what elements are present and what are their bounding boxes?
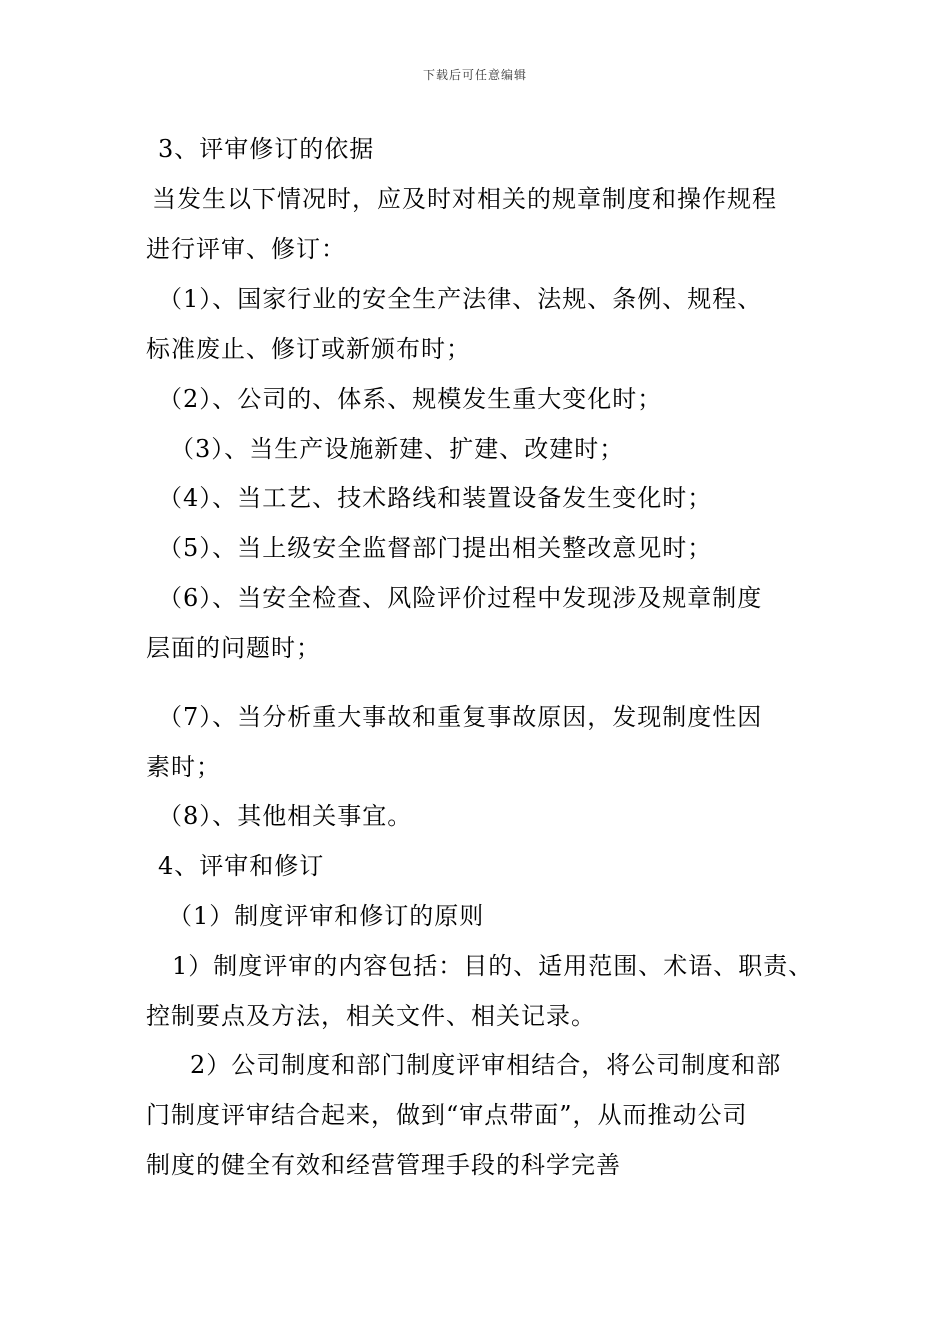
paragraph-line: 进行评审、修订：	[146, 235, 346, 263]
paragraph-line: 2）公司制度和部门制度评审相结合，将公司制度和部	[190, 1051, 782, 1079]
paragraph-line: 门制度评审结合起来，做到“审点带面”，从而推动公司	[146, 1101, 748, 1129]
section-heading: 3、评审修订的依据	[158, 135, 375, 163]
paragraph-line: 制度的健全有效和经营管理手段的科学完善	[146, 1151, 621, 1179]
list-item: （8）、其他相关事宜。	[158, 802, 413, 830]
list-item: （5）、当上级安全监督部门提出相关整改意见时；	[158, 534, 713, 562]
list-item: （3）、当生产设施新建、扩建、改建时；	[170, 435, 625, 463]
list-item-continuation: 层面的问题时；	[146, 634, 321, 662]
list-item: （2）、公司的、体系、规模发生重大变化时；	[158, 385, 663, 413]
subsection-heading: （1）制度评审和修订的原则	[168, 902, 485, 930]
list-item-continuation: 素时；	[146, 753, 221, 781]
list-item-continuation: 标准废止、修订或新颁布时；	[146, 335, 471, 363]
list-item: （1）、国家行业的安全生产法律、法规、条例、规程、	[158, 285, 763, 313]
list-item: （4）、当工艺、技术路线和装置设备发生变化时；	[158, 484, 713, 512]
list-item: （6）、当安全检查、风险评价过程中发现涉及规章制度	[158, 584, 763, 612]
paragraph-line: 控制要点及方法，相关文件、相关记录。	[146, 1002, 596, 1030]
paragraph-line: 当发生以下情况时，应及时对相关的规章制度和操作规程	[152, 185, 777, 213]
section-heading: 4、评审和修订	[158, 852, 325, 880]
paragraph-line: 1）制度评审的内容包括：目的、适用范围、术语、职责、	[172, 952, 814, 980]
list-item: （7）、当分析重大事故和重复事故原因，发现制度性因	[158, 703, 763, 731]
page-header: 下载后可任意编辑	[422, 68, 527, 82]
